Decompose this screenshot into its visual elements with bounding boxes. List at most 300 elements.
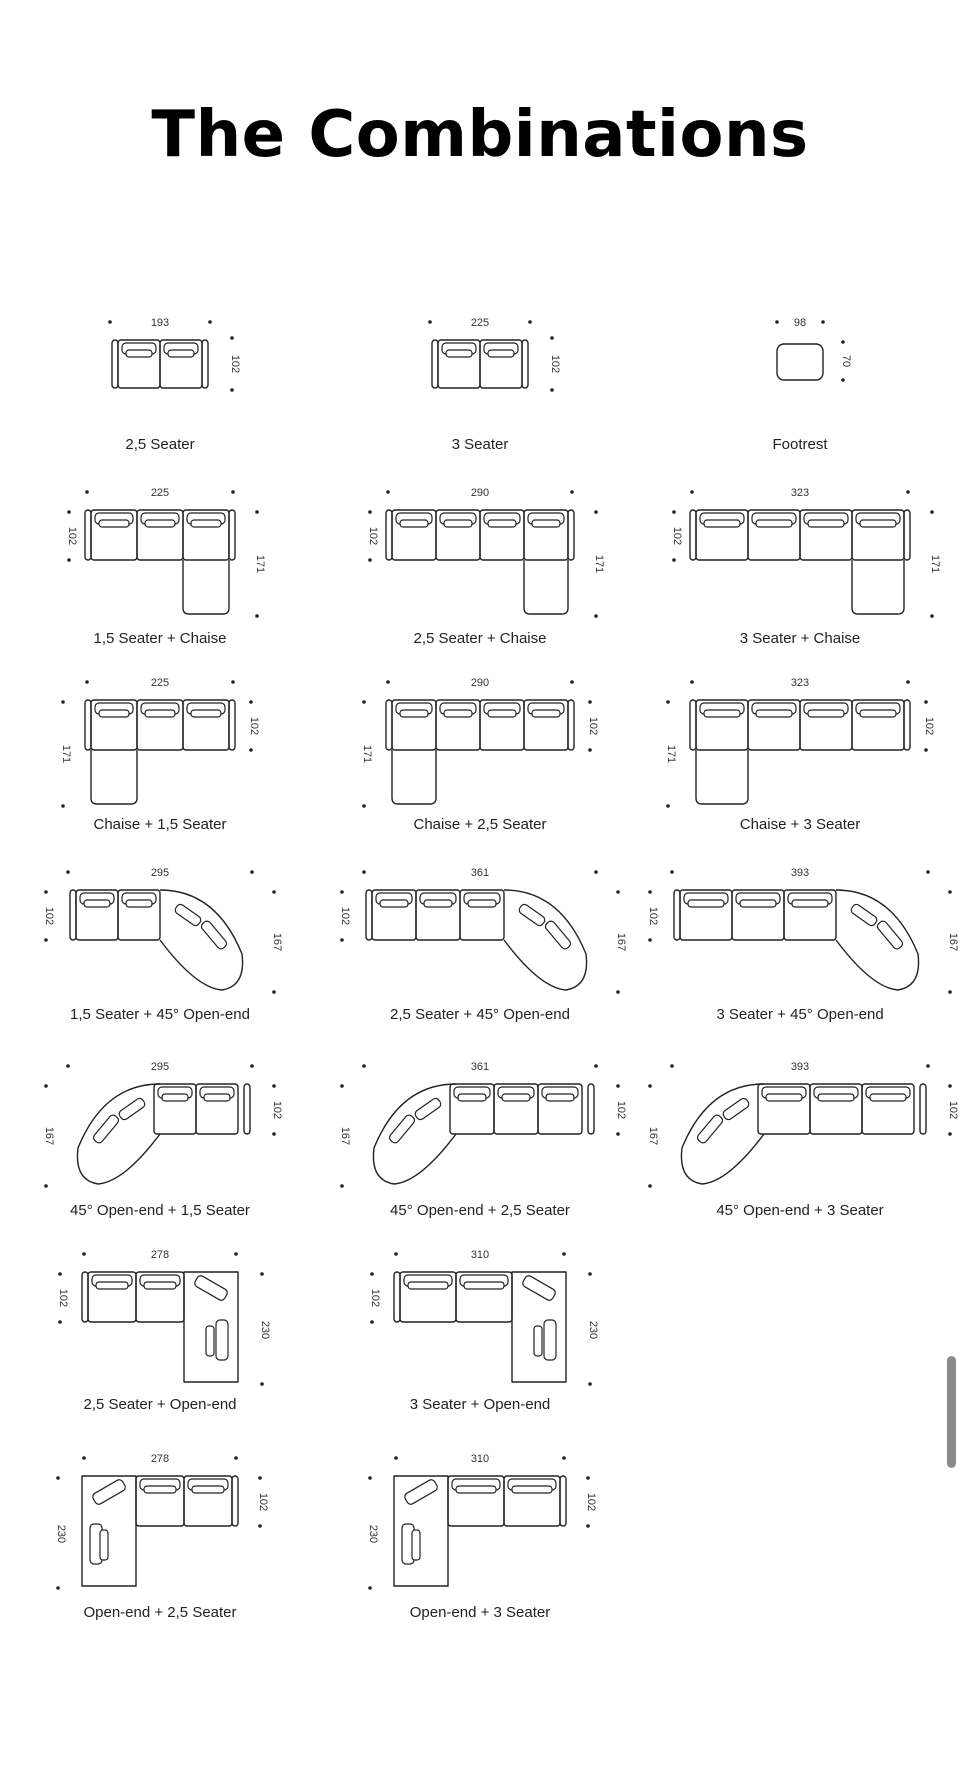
chaise-module <box>392 750 436 804</box>
seat-cushion <box>740 900 776 907</box>
dimension-dot <box>340 938 344 942</box>
sofa-diagram <box>0 300 320 432</box>
seat-cushion <box>766 1094 802 1101</box>
dimension-dot <box>234 1456 238 1460</box>
width-dimension: 225 <box>150 677 170 689</box>
combination-item <box>0 862 320 1042</box>
open-end-depth-dimension: 230 <box>367 1524 379 1544</box>
seat-cushion <box>464 1282 504 1289</box>
seat-cushion <box>408 1282 448 1289</box>
dimension-dot <box>340 1184 344 1188</box>
dimension-dot <box>588 700 592 704</box>
seat-cushion <box>860 710 896 717</box>
seat-cushion <box>860 520 896 527</box>
seat-cushion <box>162 1094 188 1101</box>
combination-label: 45° Open-end + 3 Seater <box>716 1202 884 1219</box>
seat-cushion <box>99 710 129 717</box>
armrest <box>568 700 574 750</box>
combination-item <box>640 1056 960 1246</box>
dimension-dot <box>616 1084 620 1088</box>
combination-item <box>320 484 640 664</box>
dimension-dot <box>362 1064 366 1068</box>
width-dimension: 361 <box>470 1061 490 1073</box>
seat-cushion <box>512 1486 552 1493</box>
seat-cushion <box>808 520 844 527</box>
dimension-dot <box>368 558 372 562</box>
open-end-depth-dimension: 167 <box>339 1126 351 1146</box>
combination-item <box>0 1246 320 1446</box>
depth-dimension: 102 <box>923 716 935 736</box>
dimension-dot <box>588 1382 592 1386</box>
dimension-dot <box>208 320 212 324</box>
dimension-dot <box>926 870 930 874</box>
open-end-depth-dimension: 167 <box>271 932 283 952</box>
dimension-dot <box>394 1252 398 1256</box>
seat-cushion <box>126 350 152 357</box>
seat-cushion <box>792 900 828 907</box>
seat-cushion <box>456 1486 496 1493</box>
width-dimension: 393 <box>790 1061 810 1073</box>
sofa-diagram <box>0 674 320 812</box>
width-dimension: 278 <box>150 1249 170 1261</box>
sofa-diagram <box>320 300 640 432</box>
combination-item <box>0 674 320 854</box>
side-cushion <box>216 1320 228 1360</box>
open-end-depth-dimension: 167 <box>647 1126 659 1146</box>
back-cushion <box>118 1097 147 1121</box>
dimension-dot <box>924 700 928 704</box>
back-cushion <box>518 903 547 927</box>
dimension-dot <box>58 1272 62 1276</box>
depth-dimension: 102 <box>257 1492 269 1512</box>
sofa-diagram <box>320 1056 640 1198</box>
combination-item <box>320 862 640 1042</box>
seat-cushion <box>756 710 792 717</box>
dimension-dot <box>250 1064 254 1068</box>
dimension-dot <box>588 1272 592 1276</box>
dimension-dot <box>340 890 344 894</box>
armrest <box>229 700 235 750</box>
dimension-dot <box>594 870 598 874</box>
armrest <box>690 700 696 750</box>
combination-item <box>320 1450 640 1650</box>
chaise-depth-dimension: 171 <box>665 744 677 764</box>
open-end-depth-dimension: 230 <box>259 1320 271 1340</box>
seat-cushion <box>412 1530 420 1560</box>
sofa-diagram <box>640 862 960 1002</box>
seat-cushion <box>191 710 221 717</box>
width-dimension: 361 <box>470 867 490 879</box>
armrest <box>85 700 91 750</box>
sofa-diagram <box>320 674 640 812</box>
depth-dimension: 102 <box>647 906 659 926</box>
dimension-dot <box>44 1184 48 1188</box>
dimension-dot <box>61 804 65 808</box>
sofa-diagram <box>640 674 960 812</box>
dimension-dot <box>670 1064 674 1068</box>
seat-cushion <box>96 1282 128 1289</box>
dimension-dot <box>841 378 845 382</box>
armrest <box>366 890 372 940</box>
seat-cushion <box>380 900 408 907</box>
armrest <box>82 1272 88 1322</box>
dimension-dot <box>666 804 670 808</box>
seat-cushion <box>446 350 472 357</box>
back-cushion <box>544 920 572 951</box>
back-cushion <box>696 1114 724 1145</box>
depth-dimension: 102 <box>587 716 599 736</box>
chaise-module <box>183 560 229 614</box>
back-cushion <box>414 1097 443 1121</box>
dimension-dot <box>258 1476 262 1480</box>
dimension-dot <box>56 1476 60 1480</box>
dimension-dot <box>648 1084 652 1088</box>
width-dimension: 278 <box>150 1453 170 1465</box>
dimension-dot <box>672 558 676 562</box>
width-dimension: 193 <box>150 317 170 329</box>
back-cushion <box>850 903 879 927</box>
dimension-dot <box>362 700 366 704</box>
dimension-dot <box>370 1320 374 1324</box>
dimension-dot <box>616 890 620 894</box>
dimension-dot <box>594 510 598 514</box>
sofa-diagram <box>320 862 640 1002</box>
dimension-dot <box>926 1064 930 1068</box>
dimension-dot <box>230 336 234 340</box>
combination-label: 2,5 Seater <box>125 436 195 453</box>
armrest <box>674 890 680 940</box>
seat-cushion <box>144 1486 176 1493</box>
combination-label: 1,5 Seater + Chaise <box>93 630 227 647</box>
seat-cushion <box>191 520 221 527</box>
dimension-dot <box>562 1456 566 1460</box>
dimension-dot <box>66 870 70 874</box>
dimension-dot <box>61 700 65 704</box>
dimension-dot <box>231 490 235 494</box>
depth-dimension: 102 <box>615 1100 627 1120</box>
seat-cushion <box>192 1486 224 1493</box>
armrest <box>202 340 208 388</box>
page-title: The Combinations <box>151 98 809 172</box>
combination-label: Chaise + 3 Seater <box>739 816 861 833</box>
armrest <box>690 510 696 560</box>
width-dimension: 393 <box>790 867 810 879</box>
dimension-dot <box>272 890 276 894</box>
dimension-dot <box>368 510 372 514</box>
open-end-45-module <box>504 890 587 990</box>
dimension-dot <box>85 680 89 684</box>
combination-item <box>320 674 640 854</box>
open-end-45-module <box>77 1084 160 1184</box>
dimension-dot <box>821 320 825 324</box>
seat-cushion <box>870 1094 906 1101</box>
dimension-dot <box>690 490 694 494</box>
seat-cushion <box>704 710 740 717</box>
combination-item <box>0 1056 320 1246</box>
sofa-diagram <box>320 1450 640 1600</box>
chaise-depth-dimension: 171 <box>361 744 373 764</box>
armrest <box>70 890 76 940</box>
dimension-dot <box>249 748 253 752</box>
width-dimension: 295 <box>150 1061 170 1073</box>
dimension-dot <box>775 320 779 324</box>
dimension-dot <box>616 990 620 994</box>
armrest <box>386 700 392 750</box>
sofa-diagram <box>0 862 320 1002</box>
dimension-dot <box>841 340 845 344</box>
dimension-dot <box>386 680 390 684</box>
width-dimension: 295 <box>150 867 170 879</box>
seat-cushion <box>756 520 792 527</box>
combination-item <box>640 484 960 664</box>
sofa-diagram <box>0 484 320 626</box>
depth-dimension: 102 <box>271 1100 283 1120</box>
armrest <box>568 510 574 560</box>
combination-item <box>320 1246 640 1446</box>
dimension-dot <box>108 320 112 324</box>
dimension-dot <box>672 510 676 514</box>
chaise-depth-dimension: 171 <box>929 554 941 574</box>
combination-label: 3 Seater + Open-end <box>409 1396 551 1413</box>
depth-dimension: 102 <box>43 906 55 926</box>
dimension-dot <box>368 1586 372 1590</box>
depth-dimension: 102 <box>369 1288 381 1308</box>
combination-label: Open-end + 3 Seater <box>409 1604 551 1621</box>
dimension-dot <box>362 870 366 874</box>
dimension-dot <box>258 1524 262 1528</box>
dimension-dot <box>85 490 89 494</box>
seat-cushion <box>532 520 560 527</box>
dimension-dot <box>386 490 390 494</box>
dimension-dot <box>924 748 928 752</box>
dimension-dot <box>260 1272 264 1276</box>
depth-dimension: 102 <box>229 354 241 374</box>
dimension-dot <box>58 1320 62 1324</box>
combination-label: Open-end + 2,5 Seater <box>83 1604 237 1621</box>
dimension-dot <box>550 336 554 340</box>
dimension-dot <box>948 1132 952 1136</box>
chaise-depth-dimension: 171 <box>254 554 266 574</box>
dimension-dot <box>648 890 652 894</box>
armrest <box>85 510 91 560</box>
back-cushion <box>403 1478 438 1505</box>
depth-dimension: 102 <box>339 906 351 926</box>
sofa-diagram <box>0 1056 320 1198</box>
sofa-diagram <box>640 300 960 432</box>
armrest <box>560 1476 566 1526</box>
armrest <box>232 1476 238 1526</box>
combination-label: 3 Seater + 45° Open-end <box>716 1006 884 1023</box>
combination-label: 45° Open-end + 1,5 Seater <box>70 1202 250 1219</box>
dimension-dot <box>362 804 366 808</box>
dimension-dot <box>44 938 48 942</box>
seat-cushion <box>488 520 516 527</box>
dimension-dot <box>648 938 652 942</box>
seat-cushion <box>704 520 740 527</box>
depth-dimension: 102 <box>248 716 260 736</box>
chaise-module <box>696 750 748 804</box>
dimension-dot <box>67 558 71 562</box>
dimension-dot <box>594 614 598 618</box>
combination-label: 2,5 Seater + 45° Open-end <box>390 1006 570 1023</box>
armrest <box>432 340 438 388</box>
combination-label: 1,5 Seater + 45° Open-end <box>70 1006 250 1023</box>
dimension-dot <box>272 1132 276 1136</box>
combination-label: Chaise + 2,5 Seater <box>413 816 547 833</box>
seat-cushion <box>100 1530 108 1560</box>
dimension-dot <box>44 1084 48 1088</box>
armrest <box>394 1272 400 1322</box>
dimension-dot <box>231 680 235 684</box>
width-dimension: 290 <box>470 677 490 689</box>
depth-dimension: 102 <box>671 526 683 546</box>
dimension-dot <box>690 680 694 684</box>
dimension-dot <box>67 510 71 514</box>
dimension-dot <box>586 1524 590 1528</box>
dimension-dot <box>272 1084 276 1088</box>
scrollbar[interactable] <box>947 1356 956 1468</box>
dimension-dot <box>255 510 259 514</box>
sofa-diagram <box>0 1246 320 1392</box>
seat-cushion <box>808 710 844 717</box>
combination-label: 45° Open-end + 2,5 Seater <box>390 1202 570 1219</box>
width-dimension: 323 <box>790 677 810 689</box>
dimension-dot <box>550 388 554 392</box>
seat-cushion <box>424 900 452 907</box>
dimension-dot <box>670 870 674 874</box>
seat-cushion <box>145 520 175 527</box>
dimension-dot <box>255 614 259 618</box>
combination-label: 3 Seater <box>451 436 509 453</box>
seat-cushion <box>534 1326 542 1356</box>
dimension-dot <box>394 1456 398 1460</box>
open-end-depth-dimension: 230 <box>55 1524 67 1544</box>
seat-cushion <box>546 1094 574 1101</box>
armrest <box>920 1084 926 1134</box>
seat-cushion <box>84 900 110 907</box>
back-cushion <box>521 1274 556 1301</box>
back-cushion <box>388 1114 416 1145</box>
combination-label: 3 Seater + Chaise <box>739 630 861 647</box>
dimension-dot <box>528 320 532 324</box>
seat-cushion <box>818 1094 854 1101</box>
sofa-diagram <box>640 484 960 626</box>
width-dimension: 290 <box>470 487 490 499</box>
back-cushion <box>174 903 203 927</box>
depth-dimension: 102 <box>549 354 561 374</box>
seat-cushion <box>532 710 560 717</box>
width-dimension: 310 <box>470 1249 490 1261</box>
dimension-dot <box>948 990 952 994</box>
back-cushion <box>876 920 904 951</box>
dimension-dot <box>340 1084 344 1088</box>
chaise-module <box>524 560 568 614</box>
dimension-dot <box>82 1252 86 1256</box>
dimension-dot <box>562 1252 566 1256</box>
footrest-module <box>777 344 823 380</box>
width-dimension: 323 <box>790 487 810 499</box>
chaise-module <box>852 560 904 614</box>
dimension-dot <box>586 1476 590 1480</box>
back-cushion <box>92 1114 120 1145</box>
dimension-dot <box>249 700 253 704</box>
sofa-diagram <box>640 1056 960 1198</box>
dimension-dot <box>230 388 234 392</box>
open-end-45-module <box>836 890 919 990</box>
dimension-dot <box>906 490 910 494</box>
dimension-dot <box>616 1132 620 1136</box>
seat-cushion <box>488 350 514 357</box>
seat-cushion <box>488 710 516 717</box>
dimension-dot <box>56 1586 60 1590</box>
seat-cushion <box>444 520 472 527</box>
dimension-dot <box>588 748 592 752</box>
dimension-dot <box>570 680 574 684</box>
dimension-dot <box>370 1272 374 1276</box>
armrest <box>229 510 235 560</box>
open-end-depth-dimension: 167 <box>947 932 959 952</box>
dimension-dot <box>66 1064 70 1068</box>
dimension-dot <box>648 1184 652 1188</box>
combination-label: 2,5 Seater + Open-end <box>83 1396 237 1413</box>
depth-dimension: 70 <box>840 354 852 368</box>
sofa-diagram <box>320 1246 640 1392</box>
dimension-dot <box>948 890 952 894</box>
armrest <box>386 510 392 560</box>
armrest <box>244 1084 250 1134</box>
width-dimension: 98 <box>793 317 807 329</box>
open-end-45-module <box>681 1084 764 1184</box>
open-end-45-module <box>373 1084 456 1184</box>
dimension-dot <box>594 1064 598 1068</box>
seat-cushion <box>688 900 724 907</box>
chaise-depth-dimension: 171 <box>60 744 72 764</box>
combination-item <box>0 300 320 470</box>
dimension-dot <box>250 870 254 874</box>
open-end-depth-dimension: 167 <box>615 932 627 952</box>
dimension-dot <box>428 320 432 324</box>
width-dimension: 310 <box>470 1453 490 1465</box>
dimension-dot <box>260 1382 264 1386</box>
armrest <box>904 700 910 750</box>
armrest <box>904 510 910 560</box>
combination-item <box>640 862 960 1042</box>
combination-item <box>320 1056 640 1246</box>
dimension-dot <box>44 890 48 894</box>
seat-cushion <box>144 1282 176 1289</box>
depth-dimension: 102 <box>947 1100 959 1120</box>
seat-cushion <box>458 1094 486 1101</box>
open-end-depth-dimension: 167 <box>43 1126 55 1146</box>
combination-item <box>0 1450 320 1650</box>
open-end-depth-dimension: 230 <box>587 1320 599 1340</box>
seat-cushion <box>444 710 472 717</box>
dimension-dot <box>368 1476 372 1480</box>
chaise-module <box>91 750 137 804</box>
seat-cushion <box>145 710 175 717</box>
combination-item <box>0 484 320 664</box>
combination-item <box>640 674 960 854</box>
seat-cushion <box>126 900 152 907</box>
seat-cushion <box>502 1094 530 1101</box>
back-cushion <box>200 920 228 951</box>
depth-dimension: 102 <box>585 1492 597 1512</box>
dimension-dot <box>82 1456 86 1460</box>
dimension-dot <box>906 680 910 684</box>
depth-dimension: 102 <box>367 526 379 546</box>
back-cushion <box>193 1274 228 1301</box>
depth-dimension: 102 <box>66 526 78 546</box>
